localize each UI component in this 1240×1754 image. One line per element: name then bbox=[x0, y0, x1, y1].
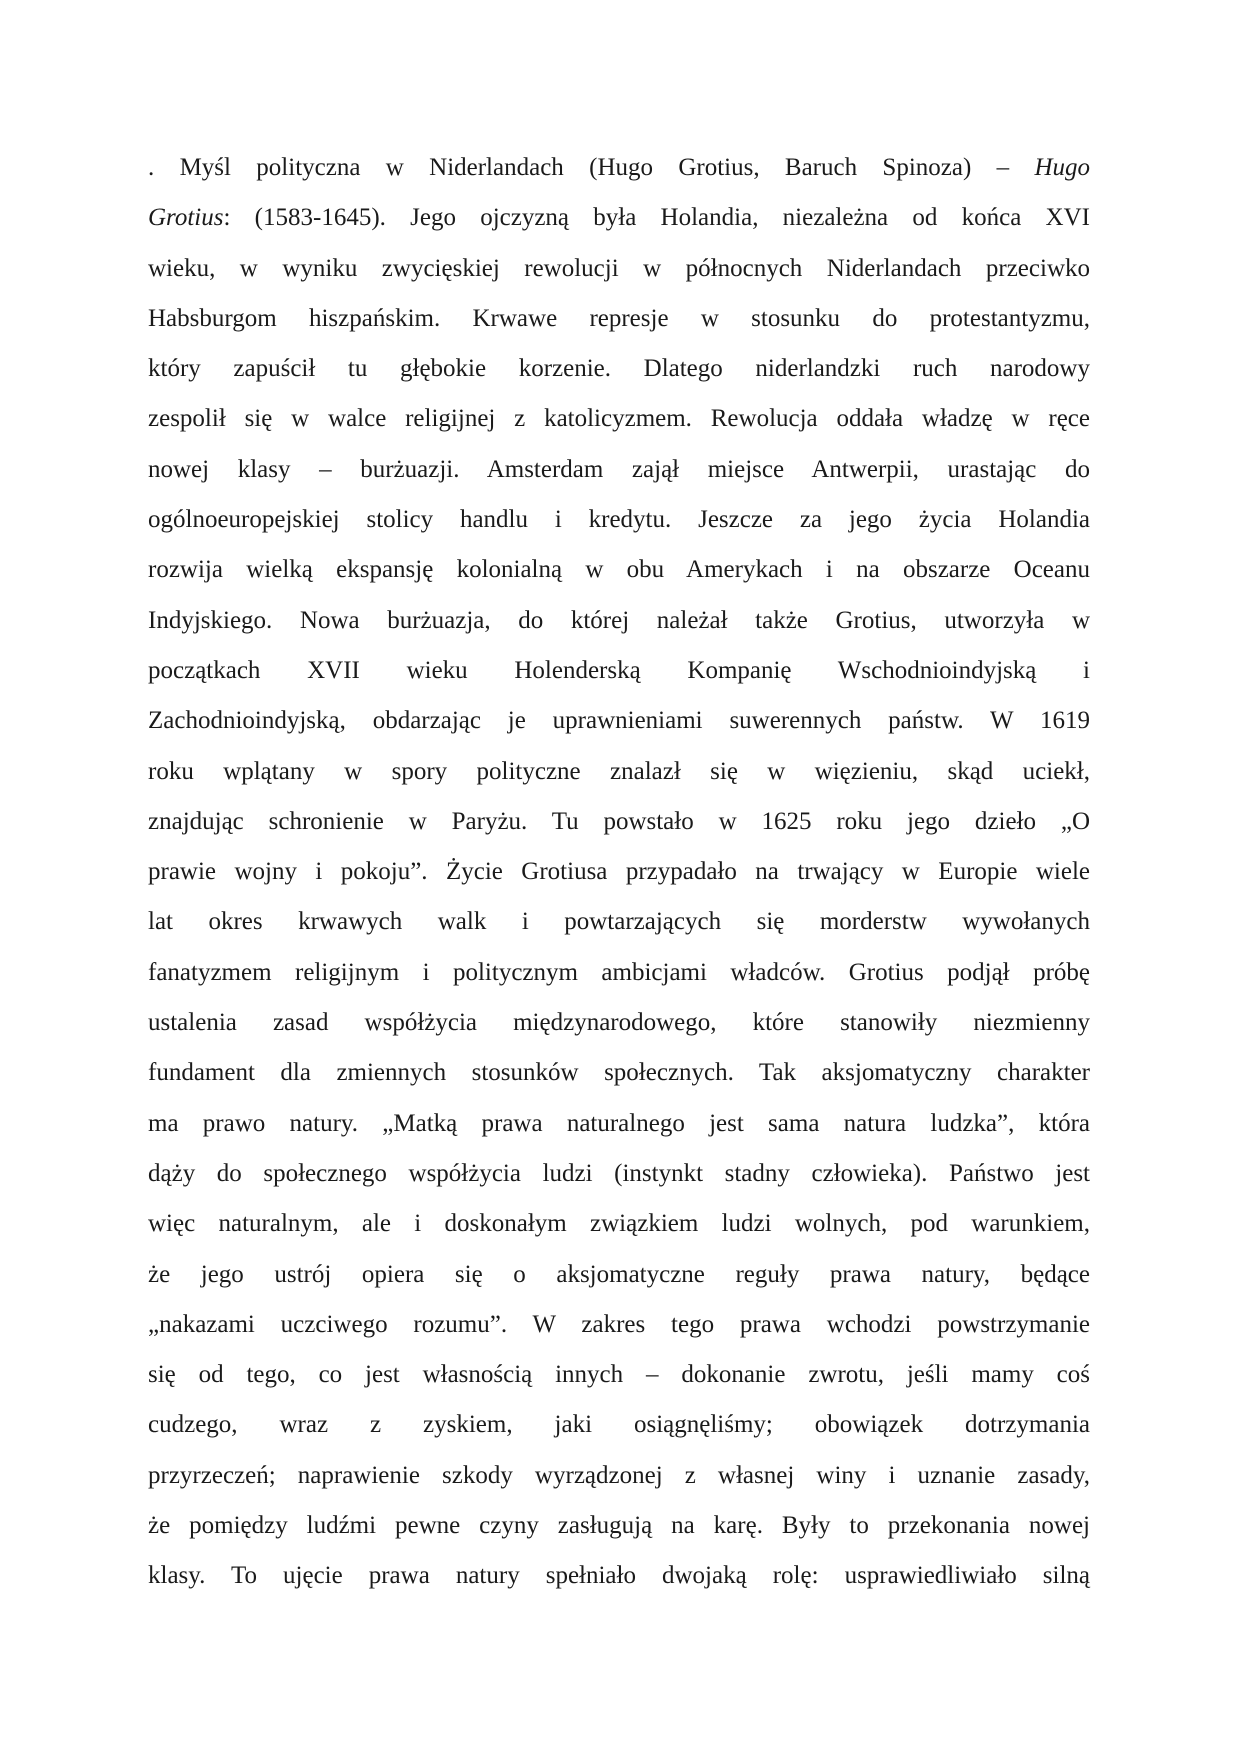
text-line bbox=[148, 847, 1090, 897]
text-segment: rozwija wielką ekspansję kolonialną w obu Amerykach i na obszarze Oceanu bbox=[148, 556, 1090, 584]
text-line bbox=[148, 1350, 1090, 1400]
text-line bbox=[148, 1250, 1090, 1300]
text-line bbox=[148, 1300, 1090, 1350]
text-segment: początkach XVII wieku Holenderską Kompanię Wschodnioindyjską i bbox=[148, 656, 1090, 684]
text-line bbox=[148, 948, 1090, 998]
text-segment: znajdując schronienie w Paryżu. Tu powstało w 1625 roku jego dzieło „O bbox=[148, 807, 1090, 835]
text-line bbox=[148, 1149, 1090, 1199]
text-segment: dąży do społecznego współżycia ludzi (instynkt stadny człowieka). Państwo jest bbox=[148, 1159, 1090, 1187]
text-segment: fundament dla zmiennych stosunków społecznych. Tak aksjomatyczny charakter bbox=[148, 1059, 1090, 1087]
text-segment: klasy. To ujęcie prawa natury spełniało dwojaką rolę: usprawiedliwiało silną bbox=[148, 1562, 1090, 1590]
text-line bbox=[148, 797, 1090, 847]
text-line bbox=[148, 445, 1090, 495]
text-line bbox=[148, 193, 1090, 243]
text-segment: Zachodnioindyjską, obdarzając je uprawnieniami suwerennych państw. W 1619 bbox=[148, 707, 1090, 735]
text-segment: się od tego, co jest własnością innych – dokonanie zwrotu, jeśli mamy coś bbox=[148, 1361, 1090, 1389]
text-segment: nowej klasy – burżuazji. Amsterdam zajął miejsce Antwerpii, urastając do bbox=[148, 455, 1090, 483]
text-segment: . Myśl polityczna w Niderlandach (Hugo Grotius, Baruch Spinoza) – bbox=[148, 154, 1035, 181]
text-segment: cudzego, wraz z zyskiem, jaki osiągnęliśmy; obowiązek dotrzymania bbox=[148, 1411, 1090, 1439]
text-line bbox=[148, 696, 1090, 746]
italic-text-segment: Grotius bbox=[148, 204, 224, 232]
text-line bbox=[148, 998, 1090, 1048]
text-segment: lat okres krwawych walk i powtarzających się morderstw wywołanych bbox=[148, 908, 1090, 936]
text-line bbox=[148, 646, 1090, 696]
italic-text-segment: Hugo bbox=[1034, 154, 1090, 181]
text-segment: ustalenia zasad współżycia międzynarodowego, które stanowiły niezmienny bbox=[148, 1009, 1090, 1037]
text-line bbox=[148, 1199, 1090, 1249]
text-line bbox=[148, 1551, 1090, 1601]
text-line bbox=[148, 1400, 1090, 1450]
text-line bbox=[148, 1099, 1090, 1149]
text-line bbox=[148, 495, 1090, 545]
text-segment: wieku, w wyniku zwycięskiej rewolucji w północnych Niderlandach przeciwko bbox=[148, 254, 1090, 282]
text-line bbox=[148, 394, 1090, 444]
text-segment: więc naturalnym, ale i doskonałym związkiem ludzi wolnych, pod warunkiem, bbox=[148, 1210, 1090, 1238]
text-line bbox=[148, 143, 1090, 193]
text-line bbox=[148, 1451, 1090, 1501]
text-segment: że pomiędzy ludźmi pewne czyny zasługują na karę. Były to przekonania nowej bbox=[148, 1512, 1090, 1540]
text-segment: prawie wojny i pokoju”. Życie Grotiusa przypadało na trwający w Europie wiele bbox=[148, 858, 1090, 886]
text-segment: Indyjskiego. Nowa burżuazja, do której należał także Grotius, utworzyła w bbox=[148, 606, 1090, 634]
text-segment: Habsburgom hiszpańskim. Krwawe represje w stosunku do protestantyzmu, bbox=[148, 304, 1090, 332]
text-line bbox=[148, 596, 1090, 646]
text-segment: zespolił się w walce religijnej z katolicyzmem. Rewolucja oddała władzę w ręce bbox=[148, 405, 1090, 433]
text-segment: który zapuścił tu głębokie korzenie. Dlatego niderlandzki ruch narodowy bbox=[148, 355, 1090, 383]
text-segment: „nakazami uczciwego rozumu”. W zakres tego prawa wchodzi powstrzymanie bbox=[148, 1310, 1090, 1338]
text-segment: roku wplątany w spory polityczne znalazł się w więzieniu, skąd uciekł, bbox=[148, 757, 1090, 785]
text-line bbox=[148, 344, 1090, 394]
text-segment: ma prawo natury. „Matką prawa naturalnego jest sama natura ludzka”, która bbox=[148, 1109, 1090, 1137]
text-segment: ogólnoeuropejskiej stolicy handlu i kredytu. Jeszcze za jego życia Holandia bbox=[148, 506, 1090, 534]
text-segment: : (1583-1645). Jego ojczyzną była Holandia, niezależna od końca XVI bbox=[223, 204, 1090, 232]
text-segment: że jego ustrój opiera się o aksjomatyczne reguły prawa natury, będące bbox=[148, 1260, 1090, 1288]
text-line bbox=[148, 1048, 1090, 1098]
text-line bbox=[148, 294, 1090, 344]
text-segment: fanatyzmem religijnym i politycznym ambicjami władców. Grotius podjął próbę bbox=[148, 958, 1090, 986]
text-line bbox=[148, 1501, 1090, 1551]
body-paragraph bbox=[148, 143, 1090, 1602]
text-line bbox=[148, 545, 1090, 595]
text-line bbox=[148, 747, 1090, 797]
text-segment: przyrzeczeń; naprawienie szkody wyrządzonej z własnej winy i uznanie zasady, bbox=[148, 1461, 1090, 1489]
text-line bbox=[148, 897, 1090, 947]
text-line bbox=[148, 244, 1090, 294]
